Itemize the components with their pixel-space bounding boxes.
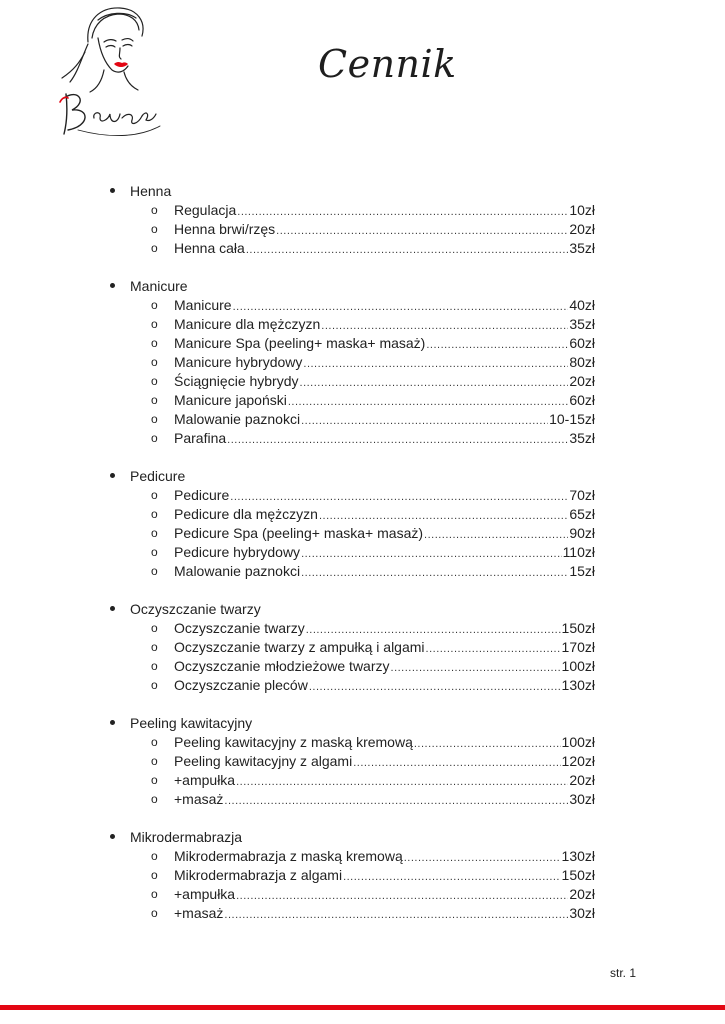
service-price: 10-15zł xyxy=(549,411,595,427)
price-row xyxy=(174,353,595,374)
service-name: Regulacja xyxy=(174,202,237,218)
category-section xyxy=(0,467,725,581)
service-price: 35zł xyxy=(569,240,595,256)
price-row xyxy=(174,524,595,545)
bullet-icon xyxy=(110,283,115,288)
dot-leader xyxy=(301,564,568,583)
service-price: 150zł xyxy=(561,867,595,883)
price-item xyxy=(0,885,725,904)
sub-bullet-icon: o xyxy=(151,412,158,426)
service-name: Pedicure hybrydowy xyxy=(174,544,301,560)
price-item xyxy=(0,752,725,771)
price-row xyxy=(174,429,595,450)
sub-bullet-icon: o xyxy=(151,355,158,369)
price-row xyxy=(174,866,595,887)
sub-bullet-icon: o xyxy=(151,792,158,806)
service-name: Peeling kawitacyjny z maską kremową xyxy=(174,734,413,750)
service-price: 90zł xyxy=(569,525,595,541)
price-row xyxy=(174,885,595,906)
service-name: Manicure Spa (peeling+ maska+ masaż) xyxy=(174,335,426,351)
service-name: Oczyszczanie twarzy z ampułką i algami xyxy=(174,639,425,655)
price-row xyxy=(174,619,595,640)
service-name: Parafina xyxy=(174,430,227,446)
price-item xyxy=(0,771,725,790)
service-price: 35zł xyxy=(569,430,595,446)
price-item xyxy=(0,524,725,543)
price-row xyxy=(174,752,595,773)
price-row xyxy=(174,296,595,317)
service-name: +masaż xyxy=(174,791,224,807)
service-price: 65zł xyxy=(569,506,595,522)
sub-bullet-icon: o xyxy=(151,849,158,863)
sub-bullet-icon: o xyxy=(151,298,158,312)
price-item xyxy=(0,733,725,752)
service-name: Pedicure Spa (peeling+ maska+ masaż) xyxy=(174,525,424,541)
sub-bullet-icon: o xyxy=(151,621,158,635)
category-section xyxy=(0,600,725,695)
price-row xyxy=(174,315,595,336)
service-price: 70zł xyxy=(569,487,595,503)
sub-bullet-icon: o xyxy=(151,526,158,540)
service-name: Peeling kawitacyjny z algami xyxy=(174,753,353,769)
service-name: Henna cała xyxy=(174,240,245,256)
price-item xyxy=(0,866,725,885)
sub-bullet-icon: o xyxy=(151,317,158,331)
service-name: Oczyszczanie pleców xyxy=(174,677,308,693)
sub-bullet-icon: o xyxy=(151,906,158,920)
price-item xyxy=(0,353,725,372)
bullet-icon xyxy=(110,188,115,193)
page-title: Cennik xyxy=(318,42,457,86)
price-row xyxy=(174,638,595,659)
price-row xyxy=(174,391,595,412)
price-row xyxy=(174,562,595,583)
category-label: Henna xyxy=(130,183,172,199)
sub-bullet-icon: o xyxy=(151,868,158,882)
price-item xyxy=(0,201,725,220)
service-name: Manicure dla mężczyzn xyxy=(174,316,321,332)
service-price: 20zł xyxy=(569,221,595,237)
category-section xyxy=(0,182,725,258)
price-row xyxy=(174,201,595,222)
service-name: +ampułka xyxy=(174,886,236,902)
price-item xyxy=(0,562,725,581)
service-price: 20zł xyxy=(569,886,595,902)
dot-leader xyxy=(309,678,561,697)
bullet-icon xyxy=(110,473,115,478)
price-item xyxy=(0,505,725,524)
price-row xyxy=(174,239,595,260)
price-item xyxy=(0,315,725,334)
sub-bullet-icon: o xyxy=(151,678,158,692)
sub-bullet-icon: o xyxy=(151,564,158,578)
price-item xyxy=(0,486,725,505)
service-name: Ściągnięcie hybrydy xyxy=(174,373,299,389)
category-heading xyxy=(0,714,725,733)
price-row xyxy=(174,904,595,925)
service-price: 60zł xyxy=(569,335,595,351)
category-label: Oczyszczanie twarzy xyxy=(130,601,261,617)
sub-bullet-icon: o xyxy=(151,659,158,673)
sub-bullet-icon: o xyxy=(151,773,158,787)
price-row xyxy=(174,847,595,868)
price-row xyxy=(174,657,595,678)
price-row xyxy=(174,372,595,393)
sub-bullet-icon: o xyxy=(151,640,158,654)
category-heading xyxy=(0,182,725,201)
category-heading xyxy=(0,277,725,296)
service-name: Henna brwi/rzęs xyxy=(174,221,276,237)
price-item xyxy=(0,220,725,239)
price-item xyxy=(0,619,725,638)
service-name: Mikrodermabrazja z algami xyxy=(174,867,343,883)
sub-bullet-icon: o xyxy=(151,241,158,255)
service-price: 80zł xyxy=(569,354,595,370)
service-price: 100zł xyxy=(561,734,595,750)
price-item xyxy=(0,429,725,448)
price-item xyxy=(0,676,725,695)
service-price: 10zł xyxy=(569,202,595,218)
price-row xyxy=(174,790,595,811)
category-heading xyxy=(0,828,725,847)
service-price: 30zł xyxy=(569,905,595,921)
service-name: Pedicure dla mężczyzn xyxy=(174,506,318,522)
service-price: 130zł xyxy=(561,677,595,693)
service-price: 170zł xyxy=(561,639,595,655)
service-price: 15zł xyxy=(569,563,595,579)
sub-bullet-icon: o xyxy=(151,431,158,445)
service-price: 150zł xyxy=(561,620,595,636)
price-item xyxy=(0,334,725,353)
category-label: Mikrodermabrazja xyxy=(130,829,243,845)
service-price: 120zł xyxy=(561,753,595,769)
category-label: Pedicure xyxy=(130,468,186,484)
service-name: Manicure hybrydowy xyxy=(174,354,303,370)
sub-bullet-icon: o xyxy=(151,754,158,768)
price-item xyxy=(0,410,725,429)
price-row xyxy=(174,733,595,754)
sub-bullet-icon: o xyxy=(151,393,158,407)
service-price: 100zł xyxy=(561,658,595,674)
service-name: Manicure japoński xyxy=(174,392,287,408)
service-price: 30zł xyxy=(569,791,595,807)
page-number: str. 1 xyxy=(609,966,636,980)
price-item xyxy=(0,847,725,866)
price-row xyxy=(174,505,595,526)
price-item xyxy=(0,296,725,315)
price-row xyxy=(174,220,595,241)
dot-leader xyxy=(224,906,568,925)
sub-bullet-icon: o xyxy=(151,887,158,901)
price-row xyxy=(174,543,595,564)
price-item xyxy=(0,239,725,258)
bullet-icon xyxy=(110,720,115,725)
sub-bullet-icon: o xyxy=(151,507,158,521)
price-row xyxy=(174,771,595,792)
dot-leader xyxy=(246,241,568,260)
service-name: Malowanie paznokci xyxy=(174,411,301,427)
price-item xyxy=(0,638,725,657)
sub-bullet-icon: o xyxy=(151,735,158,749)
category-section xyxy=(0,277,725,448)
service-name: Mikrodermabrazja z maską kremową xyxy=(174,848,403,864)
brand-logo xyxy=(38,2,168,142)
service-name: Manicure xyxy=(174,297,232,313)
service-name: +ampułka xyxy=(174,772,236,788)
price-row xyxy=(174,410,595,431)
price-item xyxy=(0,790,725,809)
service-price: 110zł xyxy=(562,544,595,560)
price-row xyxy=(174,486,595,507)
footer-accent-bar xyxy=(0,1005,725,1010)
price-item xyxy=(0,657,725,676)
service-name: Malowanie paznokci xyxy=(174,563,301,579)
service-name: +masaż xyxy=(174,905,224,921)
price-row xyxy=(174,334,595,355)
price-list xyxy=(0,182,725,942)
bullet-icon xyxy=(110,606,115,611)
price-item xyxy=(0,372,725,391)
service-price: 130zł xyxy=(561,848,595,864)
service-name: Oczyszczanie twarzy xyxy=(174,620,305,636)
service-name: Pedicure xyxy=(174,487,230,503)
price-row xyxy=(174,676,595,697)
sub-bullet-icon: o xyxy=(151,374,158,388)
dot-leader xyxy=(224,792,568,811)
category-section xyxy=(0,828,725,923)
service-price: 20zł xyxy=(569,373,595,389)
sub-bullet-icon: o xyxy=(151,488,158,502)
price-item xyxy=(0,543,725,562)
sub-bullet-icon: o xyxy=(151,545,158,559)
category-heading xyxy=(0,600,725,619)
service-price: 35zł xyxy=(569,316,595,332)
service-price: 60zł xyxy=(569,392,595,408)
sub-bullet-icon: o xyxy=(151,336,158,350)
category-label: Manicure xyxy=(130,278,188,294)
bullet-icon xyxy=(110,834,115,839)
category-section xyxy=(0,714,725,809)
price-item xyxy=(0,904,725,923)
service-price: 20zł xyxy=(569,772,595,788)
dot-leader xyxy=(227,431,568,450)
category-label: Peeling kawitacyjny xyxy=(130,715,253,731)
category-heading xyxy=(0,467,725,486)
sub-bullet-icon: o xyxy=(151,222,158,236)
sub-bullet-icon: o xyxy=(151,203,158,217)
service-price: 40zł xyxy=(569,297,595,313)
service-name: Oczyszczanie młodzieżowe twarzy xyxy=(174,658,390,674)
price-item xyxy=(0,391,725,410)
